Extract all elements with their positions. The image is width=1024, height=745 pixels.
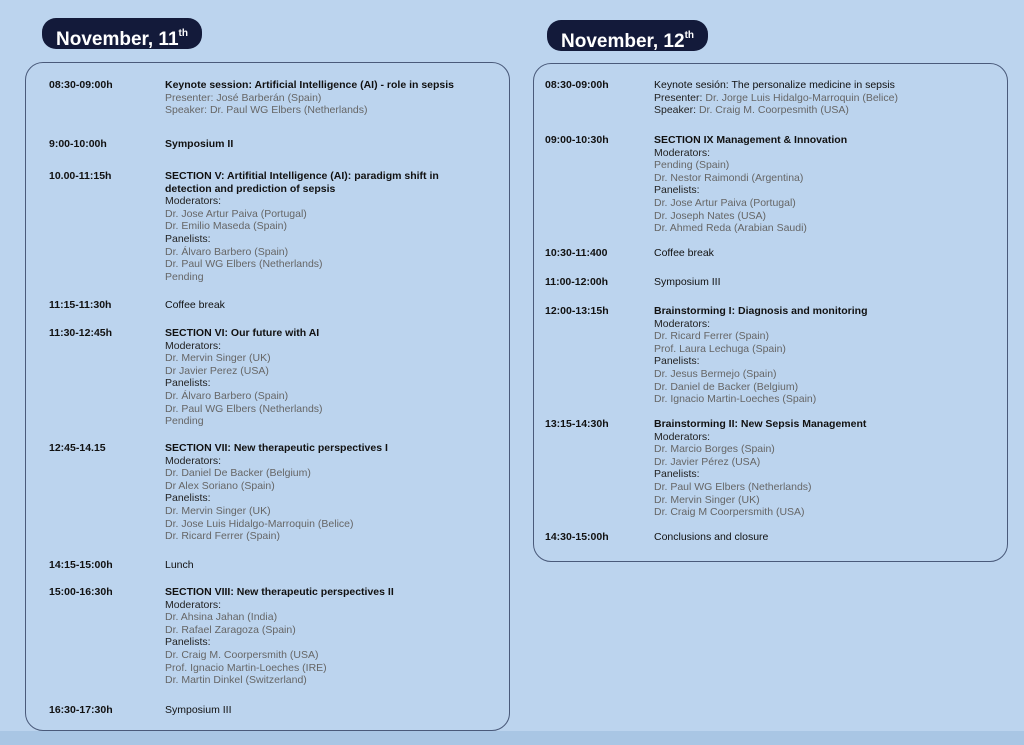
day-1-panel (25, 62, 510, 731)
session-line: Dr. Paul WG Elbers (Netherlands) (165, 402, 323, 415)
session-time: 11:00-12:00h (545, 276, 609, 288)
session-line: Moderators: (654, 146, 711, 159)
session-title: SECTION V: Artifitial Intelligence (AI): paradigm shift in detection and prediction of sepsis (165, 170, 439, 195)
day-1-label-suffix: th (178, 28, 188, 39)
session-title: SECTION VIII: New therapeutic perspectives II (165, 586, 394, 598)
session-line: Dr. Martin Dinkel (Switzerland) (165, 674, 307, 687)
day-2-panel (533, 63, 1008, 562)
session-time: 08:30-09:00h (545, 79, 609, 91)
session-line: Dr. Daniel De Backer (Belgium) (165, 467, 311, 480)
day-2-label-suffix: th (684, 30, 695, 41)
session-line: Dr. Mervin Singer (UK) (165, 504, 271, 517)
session-line: Dr. Jose Artur Paiva (Portugal) (165, 207, 307, 220)
session-title: SECTION VI: Our future with AI (165, 327, 320, 339)
session-line: Panelists: (165, 377, 211, 390)
session-line: Dr. Ignacio Martin-Loeches (Spain) (654, 393, 817, 406)
session-line: Dr. Ricard Ferrer (Spain) (165, 530, 280, 543)
session-line: Dr. Marcio Borges (Spain) (654, 443, 775, 456)
session-line: Pending (Spain) (654, 159, 730, 172)
day-2-label-text: November, 12 (561, 31, 685, 52)
session-line: Moderators: (654, 317, 711, 330)
session-title: Symposium III (165, 704, 232, 716)
session-line: Dr. Jose Luis Hidalgo-Marroquin (Belice) (165, 517, 354, 530)
session-line: Panelists: (165, 636, 211, 649)
session-time: 16:30-17:30h (49, 704, 113, 716)
session-line: Moderators: (165, 339, 222, 352)
session-title: SECTION IX Management & Innovation (654, 134, 848, 146)
session-line: Dr. Paul WG Elbers (Netherlands) (654, 480, 812, 493)
session-title: Brainstorming II: New Sepsis Management (654, 418, 867, 430)
session-title: Coffee break (654, 247, 714, 259)
session-line: Prof. Laura Lechuga (Spain) (654, 342, 786, 355)
session-line: Dr. Daniel de Backer (Belgium) (654, 380, 799, 393)
session-line: Dr. Craig M. Coorpersmith (USA) (165, 648, 319, 661)
session-line: Dr. Nestor Raimondi (Argentina) (654, 171, 804, 184)
session-time: 9:00-10:00h (49, 138, 107, 150)
session-line: Dr. Jesus Bermejo (Spain) (654, 367, 777, 380)
session-line: Dr. Ahsina Jahan (India) (165, 611, 278, 624)
session-line: Dr. Ahmed Reda (Arabian Saudi) (654, 222, 807, 235)
session-line: Dr. Álvaro Barbero (Spain) (165, 245, 289, 258)
session-title: Symposium II (165, 138, 234, 150)
session-title: Keynote sesión: The personalize medicine in sepsis (654, 79, 895, 91)
day-2-label (547, 20, 708, 51)
session-time: 09:00-10:30h (545, 134, 609, 146)
session-time: 13:15-14:30h (545, 418, 609, 430)
session-line: Dr. Rafael Zaragoza (Spain) (165, 623, 296, 636)
session-line: Dr. Jose Artur Paiva (Portugal) (654, 196, 796, 209)
session-line: Pending (165, 270, 204, 283)
session-line: Pending (165, 415, 204, 428)
day-1-label-text: November, 11 (56, 29, 179, 50)
day-1-label (42, 18, 202, 49)
session-line: Dr. Joseph Nates (USA) (654, 209, 767, 222)
session-time: 11:30-12:45h (49, 327, 113, 339)
session-line: Dr. Javier Pérez (USA) (654, 455, 761, 468)
session-line: Moderators: (165, 454, 222, 467)
session-line: Dr. Craig M Coorpersmith (USA) (654, 506, 805, 519)
session-line: Prof. Ignacio Martin-Loeches (IRE) (165, 661, 327, 674)
session-line: Panelists: (654, 184, 700, 197)
session-time: 15:00-16:30h (49, 586, 113, 598)
bottom-band (0, 731, 1024, 745)
session-time: 14:15-15:00h (49, 559, 113, 571)
session-title: Coffee break (165, 299, 225, 311)
session-line: Presenter: José Barberán (Spain) (165, 91, 322, 104)
session-line: Dr. Álvaro Barbero (Spain) (165, 389, 289, 402)
session-line: Dr Javier Perez (USA) (165, 364, 269, 377)
session-line: Dr Alex Soriano (Spain) (165, 479, 275, 492)
session-line: Dr. Craig M. Coorpesmith (USA) (698, 104, 849, 117)
session-line: Panelists: (654, 468, 700, 481)
session-time: 10.00-11:15h (49, 170, 112, 182)
session-time: 11:15-11:30h (49, 299, 112, 311)
role-prefix: Presenter: (654, 91, 706, 104)
session-title: SECTION VII: New therapeutic perspectives I (165, 442, 388, 454)
session-line: Dr. Paul WG Elbers (Netherlands) (165, 258, 323, 271)
session-line: Moderators: (165, 598, 222, 611)
session-line: Dr. Mervin Singer (UK) (165, 352, 271, 365)
session-time: 14:30-15:00h (545, 531, 609, 543)
session-line: Moderators: (165, 195, 222, 208)
session-line: Dr. Mervin Singer (UK) (654, 493, 760, 506)
session-line: Moderators: (654, 430, 711, 443)
session-time: 12:45-14.15 (49, 442, 106, 454)
session-title: Conclusions and closure (654, 531, 769, 543)
session-line: Dr. Ricard Ferrer (Spain) (654, 330, 769, 343)
session-line: Panelists: (165, 492, 211, 505)
session-title: Brainstorming I: Diagnosis and monitoring (654, 305, 868, 317)
session-time: 10:30-11:400 (545, 247, 608, 259)
session-line: Dr. Jorge Luis Hidalgo-Marroquin (Belice) (705, 91, 898, 104)
session-line: Dr. Emilio Maseda (Spain) (165, 220, 287, 233)
session-time: 08:30-09:00h (49, 79, 113, 91)
role-prefix: Speaker: (654, 104, 699, 117)
session-title: Symposium III (654, 276, 721, 288)
session-line: Speaker: Dr. Paul WG Elbers (Netherlands) (165, 104, 368, 117)
session-time: 12:00-13:15h (545, 305, 609, 317)
session-title: Keynote session: Artificial Intelligence (AI) - role in sepsis (165, 79, 455, 91)
session-line: Panelists: (654, 355, 700, 368)
session-line: Panelists: (165, 232, 211, 245)
session-title: Lunch (165, 559, 194, 571)
